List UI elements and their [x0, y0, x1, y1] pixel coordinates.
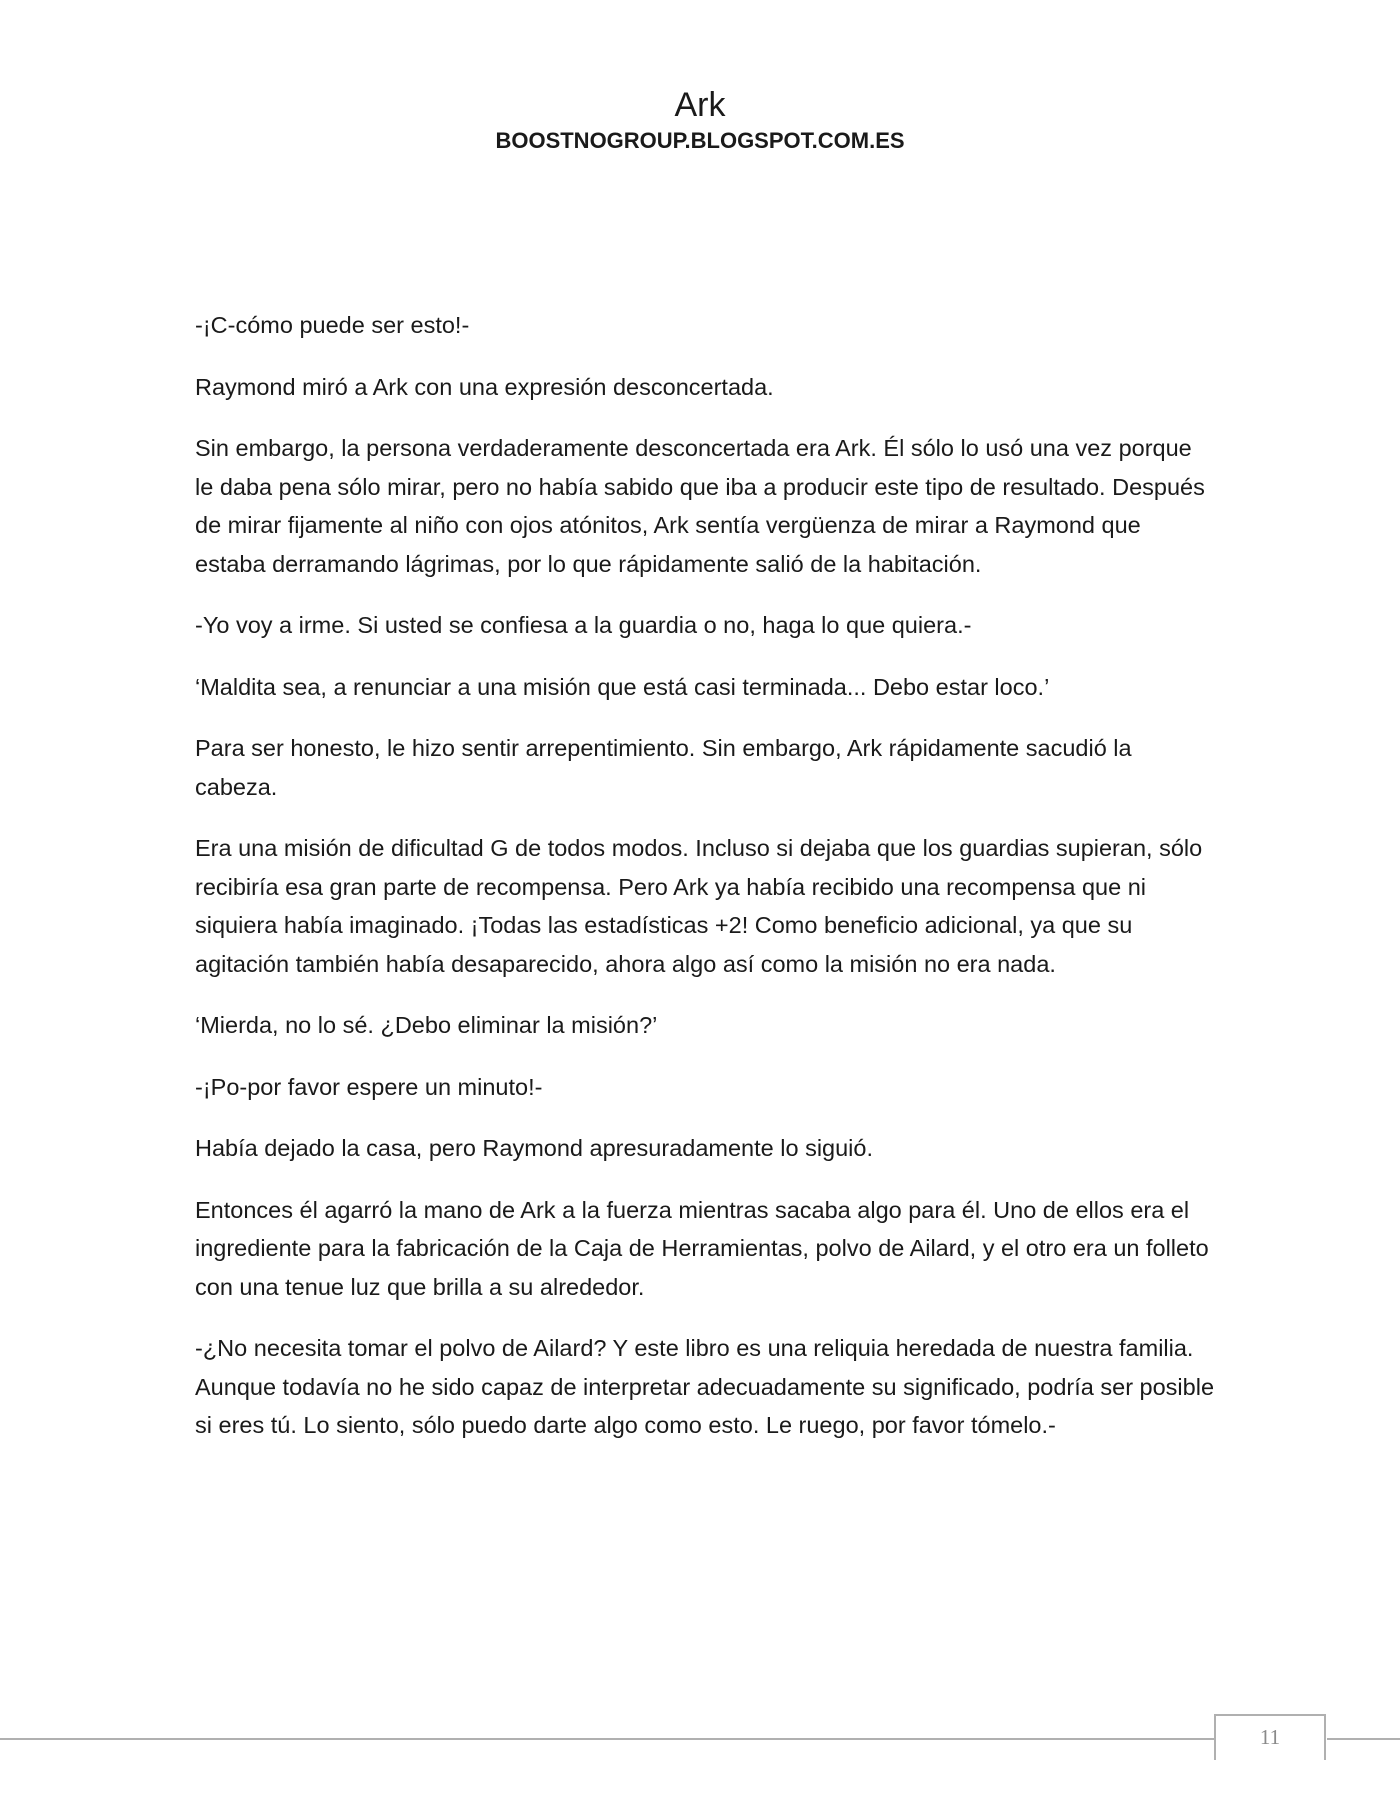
page-title: Ark [674, 86, 726, 124]
paragraph: -¡C-cómo puede ser esto!- [195, 312, 470, 338]
paragraph: Para ser honesto, le hizo sentir arrepentimiento. Sin embargo, Ark rápidamente sacudió la cabeza. [195, 735, 1132, 800]
body-text [195, 306, 1215, 1468]
page-header [0, 84, 1400, 156]
footer-rule-left [0, 1738, 1215, 1740]
paragraph: -¡Po-por favor espere un minuto!- [195, 1073, 543, 1100]
paragraph: -¿No necesita tomar el polvo de Ailard? Y este libro es una reliquia heredada de nuestra familia. Aunque todavía no he sido capaz de interpretar adecuadamente su significado, podría ser posible si eres tú. Lo siento, sólo puedo darte algo como esto. Le ruego, por favor tómelo.- [195, 1335, 1215, 1438]
paragraph: Entonces él agarró la mano de Ark a la fuerza mientras sacaba algo para él. Uno de ellos era el ingrediente para la fabricación de la Caja de Herramientas, polvo de Ailard, y el otro era un folleto con una tenue luz que brilla a su alrededor. [195, 1196, 1209, 1300]
paragraph: ‘Maldita sea, a renunciar a una misión que está casi terminada... Debo estar loco.’ [195, 673, 1050, 700]
footer-rule-right [1327, 1738, 1400, 1740]
paragraph: -Yo voy a irme. Si usted se confiesa a la guardia o no, haga lo que quiera.- [195, 612, 972, 638]
paragraph: ‘Mierda, no lo sé. ¿Debo eliminar la misión?’ [195, 1012, 658, 1038]
page-subtitle: BOOSTNOGROUP.BLOGSPOT.COM.ES [495, 128, 905, 153]
paragraph: Sin embargo, la persona verdaderamente desconcertada era Ark. Él sólo lo usó una vez porque le daba pena sólo mirar, pero no había sabido que iba a producir este tipo de resultado. Después de mirar fijamente al niño con ojos atónitos, Ark sentía vergüenza de mirar a Raymond que estaba derramando lágrimas, por lo que rápidamente salió de la habitación. [195, 435, 1205, 577]
paragraph: Raymond miró a Ark con una expresión desconcertada. [195, 373, 774, 400]
page-number-box [1214, 1714, 1326, 1760]
page-number: 11 [1259, 1725, 1281, 1749]
paragraph: Era una misión de dificultad G de todos modos. Incluso si dejaba que los guardias supieran, sólo recibiría esa gran parte de recompensa. Pero Ark ya había recibido una recompensa que ni siquiera había imaginado. ¡Todas las estadísticas +2! Como beneficio adicional, ya que su agitación también había desaparecido, ahora algo así como la misión no era nada. [195, 835, 1203, 977]
paragraph: Había dejado la casa, pero Raymond apresuradamente lo siguió. [195, 1135, 874, 1161]
